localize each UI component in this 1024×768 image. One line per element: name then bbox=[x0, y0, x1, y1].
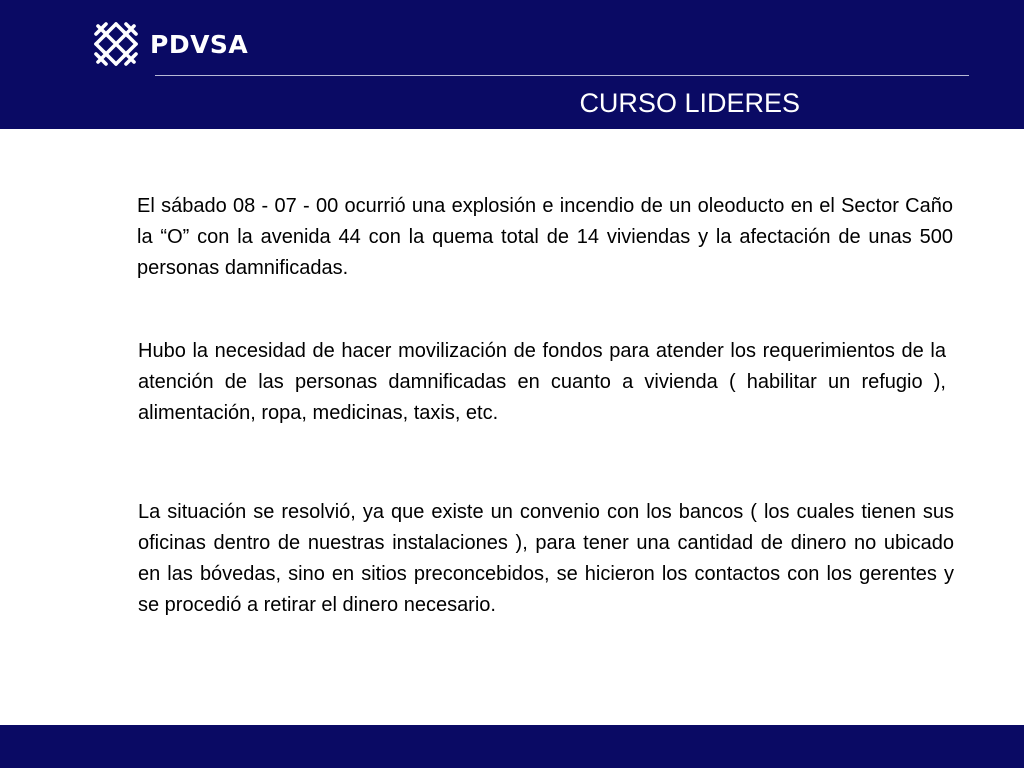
pdvsa-logo bbox=[92, 20, 248, 68]
pdvsa-sun-logo-icon bbox=[92, 20, 140, 68]
logo-wordmark: PDVSA bbox=[150, 29, 249, 59]
paragraph-resolution: La situación se resolvió, ya que existe un convenio con los bancos ( los cuales tienen sus oficinas dentro de nuestras instalaciones ), para tener una cantidad de dinero no ubicado en las bóvedas, sino en sitios preconcebidos, se hicieron los contactos con los gerentes y se procedió a retirar el dinero necesario. bbox=[138, 501, 954, 616]
paragraph-funds-need: Hubo la necesidad de hacer movilización de fondos para atender los requerimientos de la atención de las personas damnificadas en cuanto a vivienda ( habilitar un refugio ), alimentación, ropa, medicinas, taxis, etc. bbox=[138, 340, 946, 424]
footer-bar bbox=[0, 725, 1024, 768]
header-divider bbox=[155, 75, 969, 76]
slide-title: CURSO LIDERES bbox=[579, 88, 800, 118]
paragraph-incident: El sábado 08 - 07 - 00 ocurrió una explosión e incendio de un oleoducto en el Sector Caño la “O” con la avenida 44 con la quema total de 14 viviendas y la afectación de unas 500 personas damnificadas. bbox=[137, 195, 953, 279]
header-bar bbox=[0, 0, 1024, 129]
